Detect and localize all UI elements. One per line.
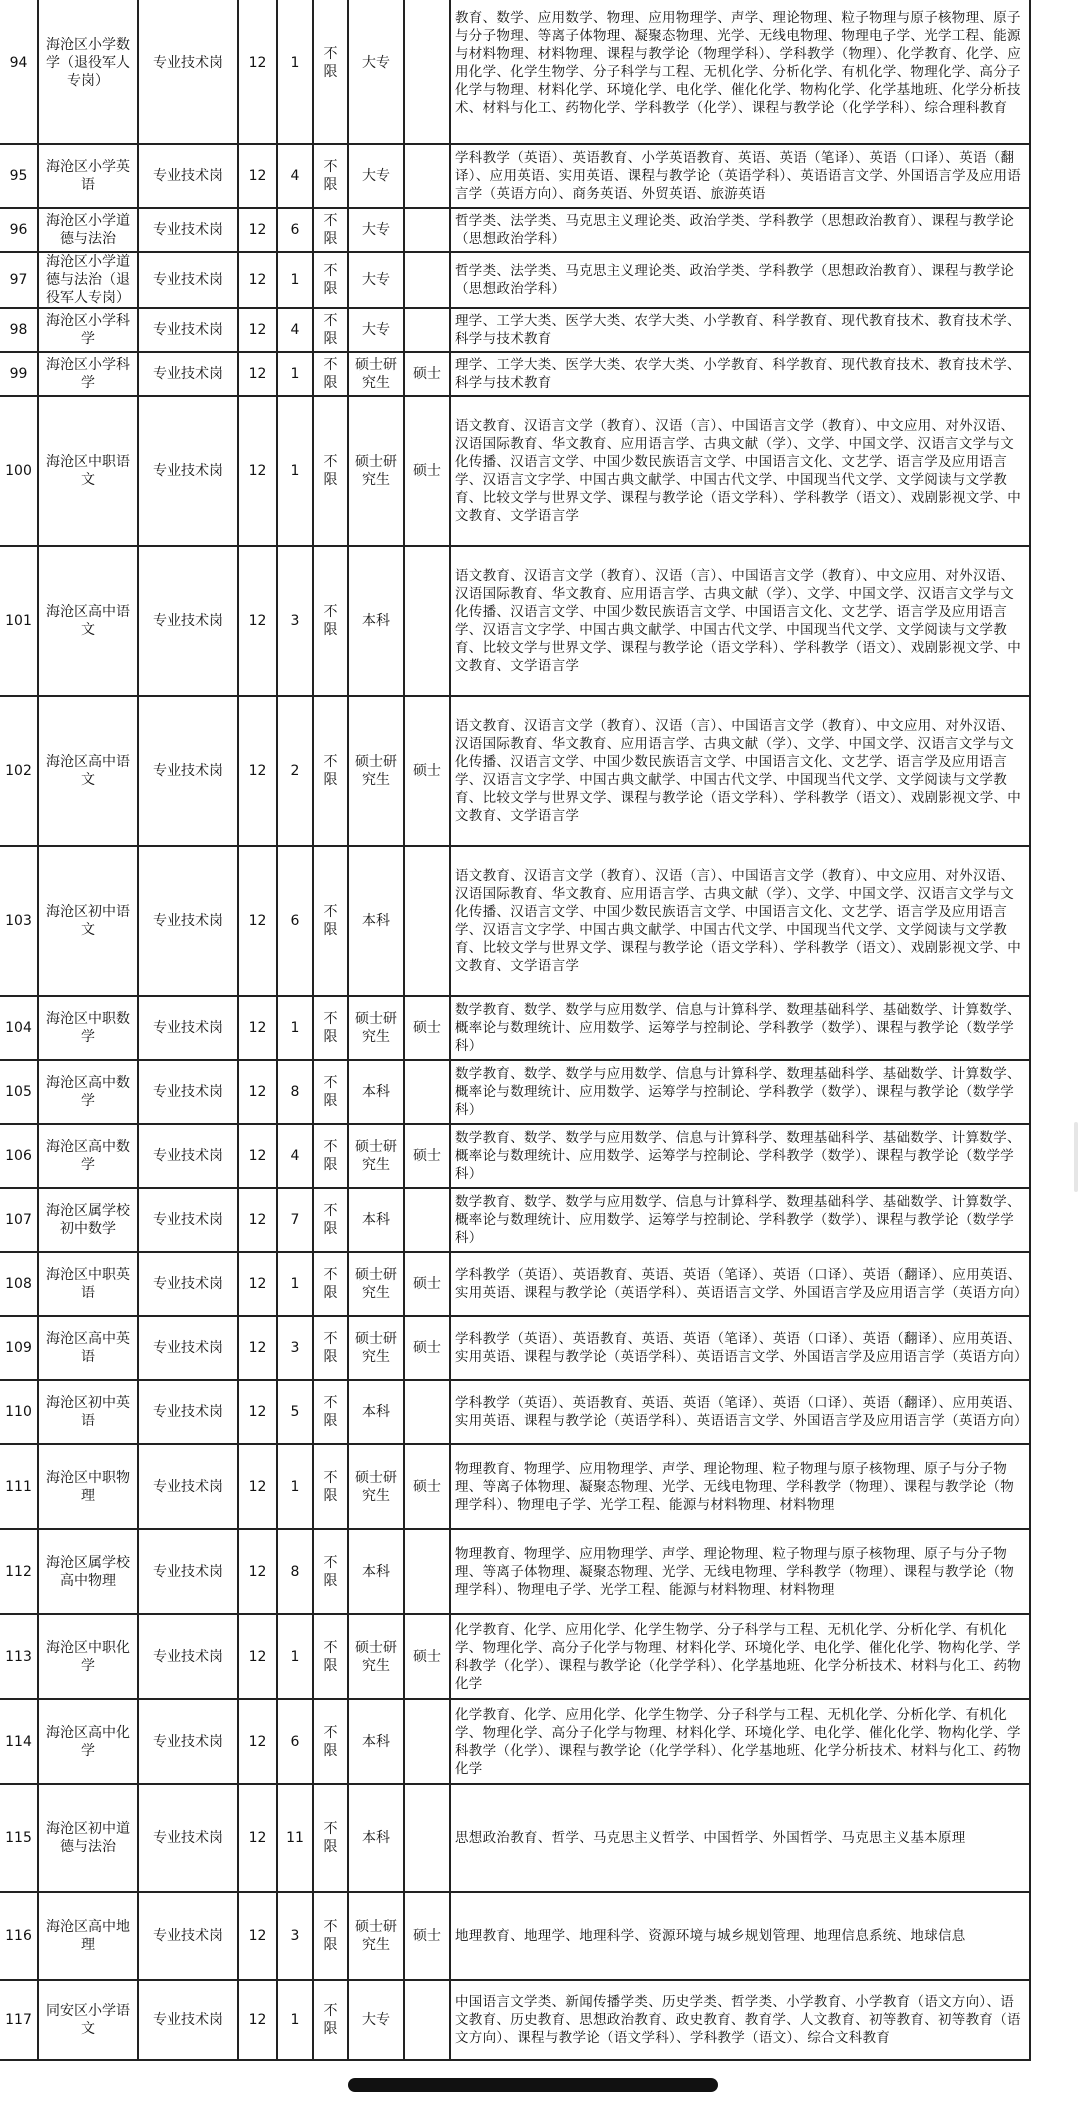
table-row [0,396,1030,546]
post-type: 专业技术岗 [138,696,238,846]
post-name: 海沧区中职语文 [38,396,138,546]
post-level: 12 [238,546,277,696]
household-req: 不限 [313,846,348,996]
household-req: 不限 [313,696,348,846]
row-number: 115 [0,1784,38,1892]
post-type: 专业技术岗 [138,1252,238,1316]
post-level: 12 [238,1316,277,1380]
post-level: 12 [238,1892,277,1980]
post-level: 12 [238,1252,277,1316]
household-req: 不限 [313,144,348,208]
post-level: 12 [238,308,277,352]
table-row [0,308,1030,352]
major-req: 数学教育、数学、数学与应用数学、信息与计算科学、数理基础科学、基础数学、计算数学、概率论与数理统计、应用数学、运筹学与控制论、学科教学（数学）、课程与教学论（数学学科） [450,1060,1030,1124]
post-type: 专业技术岗 [138,396,238,546]
major-req: 语文教育、汉语言文学（教育）、汉语（言）、中国语言文学（教育）、中文应用、对外汉语、汉语国际教育、华文教育、应用语言学、古典文献（学）、文学、中国文学、汉语言文学与文化传播、汉语言文学、中国少数民族语言文学、中国语言文化、文艺学、语言学及应用语言学、汉语言文字学、中国古典文献学、中国古代文学、中国现当代文学、文学阅读与文学教育、比较文学与世界文学、课程与教学论（语文学科）、学科教学（语文）、戏剧影视文学、中文教育、文学语言学 [450,546,1030,696]
education-req: 硕士研究生 [348,996,404,1060]
hire-count: 1 [277,1614,313,1699]
major-req: 哲学类、法学类、马克思主义理论类、政治学类、学科教学（思想政治教育）、课程与教学论（思想政治学科） [450,208,1030,252]
education-req: 大专 [348,308,404,352]
post-name: 海沧区初中英语 [38,1380,138,1444]
post-name: 海沧区属学校初中数学 [38,1188,138,1252]
household-req: 不限 [313,1980,348,2060]
hire-count: 8 [277,1529,313,1614]
degree-req [404,308,450,352]
hire-count: 11 [277,1784,313,1892]
major-req: 学科教学（英语）、英语教育、英语、英语（笔译）、英语（口译）、英语（翻译）、应用英语、实用英语、课程与教学论（英语学科）、英语语言文学、外国语言学及应用语言学（英语方向） [450,1316,1030,1380]
table-row [0,1980,1030,2060]
education-req: 本科 [348,1188,404,1252]
hire-count: 1 [277,0,313,144]
post-level: 12 [238,1784,277,1892]
major-req: 化学教育、化学、应用化学、化学生物学、分子科学与工程、无机化学、分析化学、有机化学、物理化学、高分子化学与物理、材料化学、环境化学、电化学、催化化学、物构化学、学科教学（化学）、课程与教学论（化学学科）、化学基地班、化学分析技术、材料与化工、药物化学 [450,1614,1030,1699]
education-req: 硕士研究生 [348,396,404,546]
education-req: 大专 [348,252,404,308]
post-name: 海沧区小学英语 [38,144,138,208]
table-row [0,546,1030,696]
household-req: 不限 [313,546,348,696]
hire-count: 1 [277,396,313,546]
household-req: 不限 [313,1252,348,1316]
post-type: 专业技术岗 [138,144,238,208]
hire-count: 6 [277,208,313,252]
post-type: 专业技术岗 [138,1188,238,1252]
row-number: 114 [0,1699,38,1784]
table-row [0,1784,1030,1892]
household-req: 不限 [313,1699,348,1784]
row-number: 94 [0,0,38,144]
post-name: 海沧区高中语文 [38,696,138,846]
post-name: 海沧区小学道德与法治（退役军人专岗） [38,252,138,308]
post-name: 海沧区高中地理 [38,1892,138,1980]
degree-req [404,144,450,208]
household-req: 不限 [313,1188,348,1252]
post-name: 海沧区小学道德与法治 [38,208,138,252]
post-level: 12 [238,1060,277,1124]
post-level: 12 [238,1614,277,1699]
table-row [0,1124,1030,1188]
major-req: 思想政治教育、哲学、马克思主义哲学、中国哲学、外国哲学、马克思主义基本原理 [450,1784,1030,1892]
row-number: 101 [0,546,38,696]
table-row [0,846,1030,996]
row-number: 98 [0,308,38,352]
household-req: 不限 [313,1316,348,1380]
post-name: 海沧区初中道德与法治 [38,1784,138,1892]
post-type: 专业技术岗 [138,1892,238,1980]
post-name: 海沧区高中英语 [38,1316,138,1380]
hire-count: 3 [277,1892,313,1980]
hire-count: 1 [277,352,313,396]
degree-req: 硕士 [404,352,450,396]
row-number: 112 [0,1529,38,1614]
household-req: 不限 [313,352,348,396]
major-req: 地理教育、地理学、地理科学、资源环境与城乡规划管理、地理信息系统、地球信息 [450,1892,1030,1980]
post-name: 海沧区中职英语 [38,1252,138,1316]
education-req: 硕士研究生 [348,1892,404,1980]
household-req: 不限 [313,1124,348,1188]
post-type: 专业技术岗 [138,1529,238,1614]
table-row [0,996,1030,1060]
education-req: 硕士研究生 [348,1124,404,1188]
major-req: 语文教育、汉语言文学（教育）、汉语（言）、中国语言文学（教育）、中文应用、对外汉语、汉语国际教育、华文教育、应用语言学、古典文献（学）、文学、中国文学、汉语言文学与文化传播、汉语言文学、中国少数民族语言文学、中国语言文化、文艺学、语言学及应用语言学、汉语言文字学、中国古典文献学、中国古代文学、中国现当代文学、文学阅读与文学教育、比较文学与世界文学、课程与教学论（语文学科）、学科教学（语文）、戏剧影视文学、中文教育、文学语言学 [450,396,1030,546]
household-req: 不限 [313,1060,348,1124]
row-number: 97 [0,252,38,308]
table-row [0,1614,1030,1699]
post-name: 海沧区中职物理 [38,1444,138,1529]
household-req: 不限 [313,308,348,352]
post-name: 海沧区小学科学 [38,308,138,352]
major-req: 中国语言文学类、新闻传播学类、历史学类、哲学类、小学教育、小学教育（语文方向）、语文教育、历史教育、思想政治教育、政史教育、教育学、人文教育、初等教育、初等教育（语文方向）、课程与教学论（语文学科）、学科教学（语文）、综合文科教育 [450,1980,1030,2060]
post-type: 专业技术岗 [138,252,238,308]
household-req: 不限 [313,1892,348,1980]
post-type: 专业技术岗 [138,1124,238,1188]
major-req: 学科教学（英语）、英语教育、英语、英语（笔译）、英语（口译）、英语（翻译）、应用英语、实用英语、课程与教学论（英语学科）、英语语言文学、外国语言学及应用语言学（英语方向） [450,1380,1030,1444]
table-row [0,1060,1030,1124]
major-req: 数学教育、数学、数学与应用数学、信息与计算科学、数理基础科学、基础数学、计算数学、概率论与数理统计、应用数学、运筹学与控制论、学科教学（数学）、课程与教学论（数学学科） [450,996,1030,1060]
post-name: 海沧区中职化学 [38,1614,138,1699]
household-req: 不限 [313,1614,348,1699]
major-req: 学科教学（英语）、英语教育、英语、英语（笔译）、英语（口译）、英语（翻译）、应用英语、实用英语、课程与教学论（英语学科）、英语语言文学、外国语言学及应用语言学（英语方向） [450,1252,1030,1316]
table-row [0,144,1030,208]
post-level: 12 [238,1188,277,1252]
major-req: 理学、工学大类、医学大类、农学大类、小学教育、科学教育、现代教育技术、教育技术学、科学与技术教育 [450,352,1030,396]
post-level: 12 [238,252,277,308]
post-name: 海沧区小学数学（退役军人专岗） [38,0,138,144]
post-type: 专业技术岗 [138,1784,238,1892]
post-type: 专业技术岗 [138,1699,238,1784]
post-type: 专业技术岗 [138,1980,238,2060]
row-number: 110 [0,1380,38,1444]
post-type: 专业技术岗 [138,308,238,352]
degree-req: 硕士 [404,1892,450,1980]
post-name: 海沧区中职数学 [38,996,138,1060]
household-req: 不限 [313,1784,348,1892]
post-type: 专业技术岗 [138,352,238,396]
scroll-indicator[interactable] [1074,1122,1078,1192]
hire-count: 6 [277,1699,313,1784]
hire-count: 4 [277,1124,313,1188]
post-level: 12 [238,396,277,546]
post-type: 专业技术岗 [138,1444,238,1529]
degree-req: 硕士 [404,1614,450,1699]
education-req: 本科 [348,846,404,996]
hire-count: 6 [277,846,313,996]
education-req: 本科 [348,1699,404,1784]
education-req: 硕士研究生 [348,696,404,846]
major-req: 物理教育、物理学、应用物理学、声学、理论物理、粒子物理与原子核物理、原子与分子物理、等离子体物理、凝聚态物理、光学、无线电物理、学科教学（物理）、课程与教学论（物理学科）、物理电子学、光学工程、能源与材料物理、材料物理 [450,1444,1030,1529]
degree-req [404,0,450,144]
degree-req: 硕士 [404,1252,450,1316]
post-level: 12 [238,0,277,144]
post-level: 12 [238,1444,277,1529]
degree-req [404,846,450,996]
row-number: 117 [0,1980,38,2060]
post-type: 专业技术岗 [138,546,238,696]
degree-req: 硕士 [404,1124,450,1188]
degree-req: 硕士 [404,996,450,1060]
row-number: 99 [0,352,38,396]
post-name: 海沧区高中语文 [38,546,138,696]
education-req: 硕士研究生 [348,1444,404,1529]
table-row [0,1444,1030,1529]
post-level: 12 [238,1380,277,1444]
row-number: 96 [0,208,38,252]
table-row [0,696,1030,846]
education-req: 大专 [348,144,404,208]
education-req: 本科 [348,1784,404,1892]
post-type: 专业技术岗 [138,0,238,144]
post-level: 12 [238,208,277,252]
home-indicator[interactable] [348,2078,718,2092]
hire-count: 1 [277,1980,313,2060]
household-req: 不限 [313,396,348,546]
post-level: 12 [238,1124,277,1188]
table-row [0,1380,1030,1444]
major-req: 数学教育、数学、数学与应用数学、信息与计算科学、数理基础科学、基础数学、计算数学、概率论与数理统计、应用数学、运筹学与控制论、学科教学（数学）、课程与教学论（数学学科） [450,1124,1030,1188]
post-name: 海沧区高中数学 [38,1124,138,1188]
major-req: 理学、工学大类、医学大类、农学大类、小学教育、科学教育、现代教育技术、教育技术学、科学与技术教育 [450,308,1030,352]
post-type: 专业技术岗 [138,1316,238,1380]
hire-count: 3 [277,546,313,696]
row-number: 109 [0,1316,38,1380]
degree-req: 硕士 [404,1316,450,1380]
post-type: 专业技术岗 [138,1380,238,1444]
education-req: 硕士研究生 [348,1316,404,1380]
education-req: 硕士研究生 [348,1252,404,1316]
degree-req [404,546,450,696]
hire-count: 4 [277,144,313,208]
table-row [0,1529,1030,1614]
post-name: 同安区小学语文 [38,1980,138,2060]
post-name: 海沧区属学校高中物理 [38,1529,138,1614]
degree-req: 硕士 [404,396,450,546]
major-req: 教育、数学、应用数学、物理、应用物理学、声学、理论物理、粒子物理与原子核物理、原子与分子物理、等离子体物理、凝聚态物理、光学、无线电物理、物理电子学、光学工程、能源与材料物理、材料物理、课程与教学论（物理学科）、学科教学（物理）、化学教育、化学、应用化学、化学生物学、分子科学与工程、无机化学、分析化学、有机化学、物理化学、高分子化学与物理、材料化学、环境化学、电化学、催化化学、物构化学、化学基地班、化学分析技术、材料与化工、药物化学、学科教学（化学）、课程与教学论（化学学科）、综合理科教育 [450,0,1030,144]
row-number: 100 [0,396,38,546]
post-level: 12 [238,144,277,208]
household-req: 不限 [313,996,348,1060]
hire-count: 1 [277,252,313,308]
degree-req [404,252,450,308]
post-name: 海沧区小学科学 [38,352,138,396]
table-row [0,252,1030,308]
degree-req [404,1529,450,1614]
post-level: 12 [238,1529,277,1614]
hire-count: 8 [277,1060,313,1124]
degree-req [404,1188,450,1252]
major-req: 语文教育、汉语言文学（教育）、汉语（言）、中国语言文学（教育）、中文应用、对外汉语、汉语国际教育、华文教育、应用语言学、古典文献（学）、文学、中国文学、汉语言文学与文化传播、汉语言文学、中国少数民族语言文学、中国语言文化、文艺学、语言学及应用语言学、汉语言文字学、中国古典文献学、中国古代文学、中国现当代文学、文学阅读与文学教育、比较文学与世界文学、课程与教学论（语文学科）、学科教学（语文）、戏剧影视文学、中文教育、文学语言学 [450,696,1030,846]
major-req: 物理教育、物理学、应用物理学、声学、理论物理、粒子物理与原子核物理、原子与分子物理、等离子体物理、凝聚态物理、光学、无线电物理、学科教学（物理）、课程与教学论（物理学科）、物理电子学、光学工程、能源与材料物理、材料物理 [450,1529,1030,1614]
post-level: 12 [238,846,277,996]
hire-count: 1 [277,1252,313,1316]
degree-req: 硕士 [404,1444,450,1529]
household-req: 不限 [313,0,348,144]
post-type: 专业技术岗 [138,208,238,252]
post-level: 12 [238,996,277,1060]
row-number: 111 [0,1444,38,1529]
row-number: 104 [0,996,38,1060]
hire-count: 7 [277,1188,313,1252]
degree-req [404,1784,450,1892]
row-number: 105 [0,1060,38,1124]
hire-count: 1 [277,996,313,1060]
degree-req [404,1060,450,1124]
row-number: 113 [0,1614,38,1699]
major-req: 学科教学（英语）、英语教育、小学英语教育、英语、英语（笔译）、英语（口译）、英语（翻译）、应用英语、实用英语、课程与教学论（英语学科）、英语语言文学、外国语言学及应用语言学（英语方向）、商务英语、外贸英语、旅游英语 [450,144,1030,208]
post-name: 海沧区初中语文 [38,846,138,996]
table-row [0,1252,1030,1316]
hire-count: 5 [277,1380,313,1444]
education-req: 本科 [348,1060,404,1124]
post-type: 专业技术岗 [138,1614,238,1699]
major-req: 哲学类、法学类、马克思主义理论类、政治学类、学科教学（思想政治教育）、课程与教学论（思想政治学科） [450,252,1030,308]
row-number: 108 [0,1252,38,1316]
post-name: 海沧区高中数学 [38,1060,138,1124]
household-req: 不限 [313,1444,348,1529]
major-req: 语文教育、汉语言文学（教育）、汉语（言）、中国语言文学（教育）、中文应用、对外汉语、汉语国际教育、华文教育、应用语言学、古典文献（学）、文学、中国文学、汉语言文学与文化传播、汉语言文学、中国少数民族语言文学、中国语言文化、文艺学、语言学及应用语言学、汉语言文字学、中国古典文献学、中国古代文学、中国现当代文学、文学阅读与文学教育、比较文学与世界文学、课程与教学论（语文学科）、学科教学（语文）、戏剧影视文学、中文教育、文学语言学 [450,846,1030,996]
table-row [0,1188,1030,1252]
row-number: 103 [0,846,38,996]
education-req: 本科 [348,1529,404,1614]
post-name: 海沧区高中化学 [38,1699,138,1784]
post-level: 12 [238,352,277,396]
degree-req [404,1980,450,2060]
post-level: 12 [238,1699,277,1784]
table-row [0,0,1030,144]
row-number: 106 [0,1124,38,1188]
row-number: 116 [0,1892,38,1980]
education-req: 大专 [348,1980,404,2060]
degree-req [404,1380,450,1444]
household-req: 不限 [313,1529,348,1614]
education-req: 本科 [348,1380,404,1444]
household-req: 不限 [313,252,348,308]
education-req: 硕士研究生 [348,352,404,396]
post-level: 12 [238,1980,277,2060]
table-row [0,1699,1030,1784]
education-req: 本科 [348,546,404,696]
major-req: 数学教育、数学、数学与应用数学、信息与计算科学、数理基础科学、基础数学、计算数学、概率论与数理统计、应用数学、运筹学与控制论、学科教学（数学）、课程与教学论（数学学科） [450,1188,1030,1252]
hire-count: 3 [277,1316,313,1380]
table-row [0,208,1030,252]
education-req: 大专 [348,208,404,252]
hire-count: 2 [277,696,313,846]
post-level: 12 [238,696,277,846]
row-number: 102 [0,696,38,846]
row-number: 95 [0,144,38,208]
major-req: 化学教育、化学、应用化学、化学生物学、分子科学与工程、无机化学、分析化学、有机化学、物理化学、高分子化学与物理、材料化学、环境化学、电化学、催化化学、物构化学、学科教学（化学）、课程与教学论（化学学科）、化学基地班、化学分析技术、材料与化工、药物化学 [450,1699,1030,1784]
table-row [0,352,1030,396]
post-type: 专业技术岗 [138,846,238,996]
post-type: 专业技术岗 [138,1060,238,1124]
household-req: 不限 [313,1380,348,1444]
post-type: 专业技术岗 [138,996,238,1060]
table-row [0,1892,1030,1980]
row-number: 107 [0,1188,38,1252]
table-row [0,1316,1030,1380]
hire-count: 1 [277,1444,313,1529]
degree-req [404,1699,450,1784]
education-req: 硕士研究生 [348,1614,404,1699]
degree-req: 硕士 [404,696,450,846]
hire-count: 4 [277,308,313,352]
household-req: 不限 [313,208,348,252]
education-req: 大专 [348,0,404,144]
degree-req [404,208,450,252]
